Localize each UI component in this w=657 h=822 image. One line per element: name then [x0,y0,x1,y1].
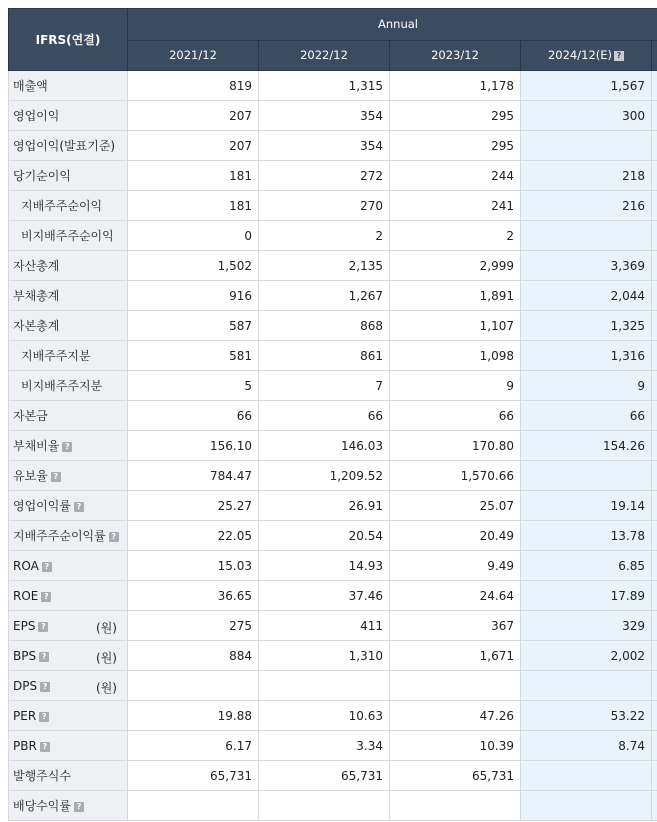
value-cell: 354 [259,101,390,131]
row-label-cell [9,401,128,431]
table-row [9,461,657,491]
value-cell: 7 [259,371,390,401]
value-cell [128,671,259,701]
value-cell [259,791,390,821]
value-cell: 587 [128,311,259,341]
value-cell: 1,178 [390,71,521,101]
estimate-value-cell: 2,044 [521,281,652,311]
value-cell: 19.88 [128,701,259,731]
row-label: 매출액 [13,79,48,93]
table-row [9,641,657,671]
value-cell: 1,570.66 [390,461,521,491]
table-row [9,161,657,191]
value-cell: 868 [259,311,390,341]
overflow-cell [652,521,657,551]
overflow-cell [652,701,657,731]
value-cell: 66 [259,401,390,431]
row-label: 자산총계 [13,259,60,273]
row-label-cell [9,281,128,311]
value-cell: 581 [128,341,259,371]
help-icon[interactable]: ? [614,51,624,61]
row-label-cell [9,611,128,641]
value-cell: 47.26 [390,701,521,731]
table-row [9,281,657,311]
row-label-cell [9,161,128,191]
value-cell: 66 [128,401,259,431]
help-icon[interactable]: ? [51,472,61,482]
row-label-cell [9,581,128,611]
row-label-cell [9,791,128,821]
row-label-cell [9,491,128,521]
row-label: 비지배주주순이익 [21,229,114,243]
table-row [9,731,657,761]
value-cell [390,791,521,821]
row-label: ROE [13,588,39,603]
overflow-cell [652,341,657,371]
period-header[interactable]: 2021/12 [128,40,259,71]
header-row-group [9,9,657,41]
period-header[interactable]: 2023/12 [390,40,521,71]
row-label: 당기순이익 [13,169,71,183]
overflow-cell [652,791,657,821]
row-label-cell [9,461,128,491]
value-cell: 2 [259,221,390,251]
row-label-cell [9,551,128,581]
value-cell: 1,502 [128,251,259,281]
row-label-cell [9,101,128,131]
table-row [9,611,657,641]
table-row [9,431,657,461]
row-label-cell [9,221,128,251]
value-cell: 207 [128,131,259,161]
value-cell: 170.80 [390,431,521,461]
estimate-value-cell: 216 [521,191,652,221]
help-icon[interactable]: ? [109,532,119,542]
value-cell: 861 [259,341,390,371]
value-cell: 10.63 [259,701,390,731]
value-cell: 26.91 [259,491,390,521]
help-icon[interactable]: ? [42,562,52,572]
table-row [9,251,657,281]
row-label-cell [9,191,128,221]
estimate-value-cell: 17.89 [521,581,652,611]
table-row [9,341,657,371]
value-cell: 1,267 [259,281,390,311]
value-cell: 1,107 [390,311,521,341]
overflow-cell [652,731,657,761]
estimate-value-cell: 218 [521,161,652,191]
overflow-cell [652,761,657,791]
estimate-value-cell [521,761,652,791]
estimate-value-cell: 1,325 [521,311,652,341]
period-header-estimate[interactable] [521,40,652,71]
value-cell [128,791,259,821]
table-row [9,701,657,731]
overflow-cell [652,611,657,641]
estimate-value-cell: 300 [521,101,652,131]
value-cell: 20.54 [259,521,390,551]
value-cell: 884 [128,641,259,671]
row-label-cell [9,71,128,101]
row-label: 영업이익 [13,109,60,123]
value-cell: 207 [128,101,259,131]
row-label: 지배주주순이익률 [13,529,106,543]
value-cell: 9 [390,371,521,401]
row-label: BPS [13,648,37,663]
estimate-value-cell: 13.78 [521,521,652,551]
value-cell: 15.03 [128,551,259,581]
value-cell: 5 [128,371,259,401]
estimate-value-cell [521,221,652,251]
row-label-cell [9,641,128,671]
estimate-value-cell: 3,369 [521,251,652,281]
overflow-cell [652,551,657,581]
row-unit: (원) [96,681,117,695]
row-label: 유보율 [13,469,48,483]
help-icon[interactable]: ? [39,652,49,662]
value-cell: 36.65 [128,581,259,611]
row-label: 발행주식수 [13,769,71,783]
period-header[interactable]: 2022/12 [259,40,390,71]
value-cell: 65,731 [390,761,521,791]
value-cell: 9.49 [390,551,521,581]
overflow-cell [652,71,657,101]
table-row [9,401,657,431]
value-cell: 65,731 [259,761,390,791]
row-label: 부채총계 [13,289,60,303]
estimate-value-cell [521,671,652,701]
estimate-value-cell: 329 [521,611,652,641]
estimate-value-cell: 9 [521,371,652,401]
value-cell: 295 [390,101,521,131]
row-label-cell [9,251,128,281]
overflow-cell [652,281,657,311]
estimate-value-cell: 6.85 [521,551,652,581]
table-row [9,131,657,161]
help-icon[interactable]: ? [74,802,84,812]
table-row [9,671,657,701]
value-cell: 2,999 [390,251,521,281]
table-row [9,491,657,521]
value-cell: 272 [259,161,390,191]
value-cell: 10.39 [390,731,521,761]
value-cell: 275 [128,611,259,641]
row-label: 부채비율 [13,439,60,453]
value-cell: 1,671 [390,641,521,671]
help-icon[interactable]: ? [40,742,50,752]
table-row [9,221,657,251]
value-cell: 181 [128,191,259,221]
value-cell [259,671,390,701]
value-cell: 241 [390,191,521,221]
row-label-cell [9,521,128,551]
table-row [9,761,657,791]
help-icon[interactable]: ? [38,622,48,632]
table-row [9,791,657,821]
value-cell: 25.27 [128,491,259,521]
value-cell: 156.10 [128,431,259,461]
overflow-cell [652,101,657,131]
value-cell: 146.03 [259,431,390,461]
row-label-cell [9,671,128,701]
row-label-cell [9,311,128,341]
value-cell: 6.17 [128,731,259,761]
value-cell: 819 [128,71,259,101]
estimate-value-cell: 154.26 [521,431,652,461]
overflow-cell [652,251,657,281]
estimate-value-cell: 2,002 [521,641,652,671]
estimate-value-cell: 66 [521,401,652,431]
overflow-cell [652,191,657,221]
row-label-cell [9,431,128,461]
row-unit: (원) [96,621,117,635]
value-cell: 25.07 [390,491,521,521]
overflow-cell [652,581,657,611]
value-cell: 65,731 [128,761,259,791]
stub-header: IFRS(연결) [9,9,128,71]
value-cell: 37.46 [259,581,390,611]
value-cell: 3.34 [259,731,390,761]
table-row [9,371,657,401]
row-label: 지배주주지분 [21,349,91,363]
period-header-estimate-label: 2024/12(E) [547,48,612,63]
value-cell: 24.64 [390,581,521,611]
row-label-cell [9,761,128,791]
row-label-cell [9,341,128,371]
overflow-cell [652,131,657,161]
estimate-value-cell [521,791,652,821]
value-cell: 295 [390,131,521,161]
row-label: PER [13,708,37,723]
value-cell: 2,135 [259,251,390,281]
row-label: PBR [13,738,37,753]
value-cell: 270 [259,191,390,221]
row-label: DPS [13,678,38,693]
row-label: 지배주주순이익 [21,199,103,213]
overflow-cell [652,161,657,191]
overflow-cell [652,401,657,431]
annual-group-header: Annual [128,9,657,41]
overflow-cell [652,491,657,521]
value-cell: 1,891 [390,281,521,311]
table-row [9,191,657,221]
value-cell: 916 [128,281,259,311]
row-label: EPS [13,618,36,633]
overflow-cell [652,431,657,461]
period-header-overflow [652,40,657,71]
value-cell: 0 [128,221,259,251]
overflow-cell [652,461,657,491]
help-icon[interactable]: ? [74,502,84,512]
value-cell: 14.93 [259,551,390,581]
value-cell: 411 [259,611,390,641]
row-label: 배당수익률 [13,799,71,813]
estimate-value-cell [521,461,652,491]
row-label: ROA [13,558,39,573]
value-cell: 784.47 [128,461,259,491]
value-cell: 1,209.52 [259,461,390,491]
row-label: 자본금 [13,409,48,423]
help-icon[interactable]: ? [41,592,51,602]
estimate-value-cell: 1,316 [521,341,652,371]
help-icon[interactable]: ? [62,442,72,452]
value-cell: 181 [128,161,259,191]
value-cell: 1,310 [259,641,390,671]
estimate-value-cell: 8.74 [521,731,652,761]
overflow-cell [652,221,657,251]
value-cell: 20.49 [390,521,521,551]
estimate-value-cell: 1,567 [521,71,652,101]
row-label-cell [9,701,128,731]
value-cell: 66 [390,401,521,431]
table-row [9,581,657,611]
table-body [9,71,657,821]
overflow-cell [652,641,657,671]
row-label: 비지배주주지분 [21,379,103,393]
row-label-cell [9,731,128,761]
table-row [9,551,657,581]
financial-summary-table [8,8,657,821]
row-label: 영업이익(발표기준) [13,139,116,153]
estimate-value-cell: 19.14 [521,491,652,521]
value-cell [390,671,521,701]
row-unit: (원) [96,651,117,665]
overflow-cell [652,311,657,341]
value-cell: 354 [259,131,390,161]
value-cell: 367 [390,611,521,641]
estimate-value-cell: 53.22 [521,701,652,731]
estimate-value-cell [521,131,652,161]
overflow-cell [652,371,657,401]
value-cell: 1,315 [259,71,390,101]
overflow-cell [652,671,657,701]
value-cell: 1,098 [390,341,521,371]
row-label-cell [9,131,128,161]
value-cell: 244 [390,161,521,191]
table-row [9,71,657,101]
value-cell: 2 [390,221,521,251]
row-label: 영업이익률 [13,499,71,513]
help-icon[interactable]: ? [40,682,50,692]
row-label-cell [9,371,128,401]
table-row [9,311,657,341]
row-label: 자본총계 [13,319,60,333]
help-icon[interactable]: ? [39,712,49,722]
table-row [9,521,657,551]
table-row [9,101,657,131]
value-cell: 22.05 [128,521,259,551]
